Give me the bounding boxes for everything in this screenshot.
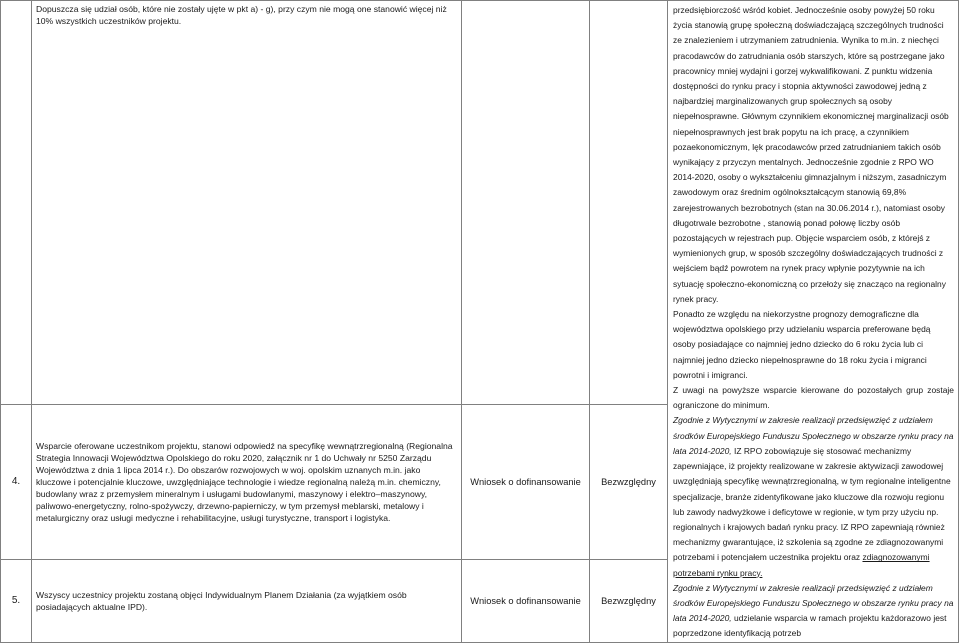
row-number: 4.: [1, 404, 32, 560]
justification-paragraph: przedsiębiorczość wśród kobiet. Jednocześnie osoby powyżej 50 roku życia stanowią grupę społeczną doświadczającą szczególnych trudności ze znalezieniem i utrzymaniem zatrudnienia. Wynika to m.in. z niechęci pracodawców do zatrudniania osób starszych, które są postrzegane jako pracownicy mniej wydajni i gorzej wykwalifikowani. Z punktu widzenia dostępności do rynku pracy i stopnia aktywności zawodowej jedną z najbardziej marginalizowanych grup społecznych są osoby niepełnosprawne. Głównym czynnikiem ekonomicznej marginalizacji osób niepełnosprawnych jest brak popytu na ich pracę, a czynnikiem pozaekonomicznym, lęk pracodawców przed zatrudnianiem takich osób wynikający z przyczyn mentalnych. Jednocześnie zgodnie z RPO WO 2014-2020, osoby o wykształceniu gimnazjalnym i niższym, zasadniczym zawodowym oraz średnim ogólnokształcącym stanowią 69,8% zarejestrowanych bezrobotnych (stan na 30.06.2014 r.), natomiast osoby długotrwale bezrobotne , stanowią ponad połowę liczby osób pozostających w rejestrach pup. Objęcie wsparciem osób, z którejś z wymienionych grup, w sposób szczególny doświadczających trudności z wejściem bądź powrotem na rynek pracy wpłynie pozytywnie na ich sytuację społeczno-ekonomiczną co przełoży się znacząco na regionalny rynek pracy.: [673, 5, 949, 304]
criterion-cell: Dopuszcza się udział osób, które nie zostały ujęte w pkt a) - g), przy czym nie mogą one stanowić więcej niż 10% wszystkich uczestników projektu.: [32, 1, 462, 405]
justification-paragraph: Ponadto ze względu na niekorzystne prognozy demograficzne dla województwa opolskiego przy udzielaniu wsparcia preferowane będą osoby posiadające co najmniej jedno dziecko do 6 roku życia lub ci najmniej jedno dziecko niepełnosprawne do 18 roku życia i migranci powrotni i imigranci.: [673, 309, 931, 380]
justification-paragraph: [673, 581, 954, 642]
italic-text: Zgodnie z Wytycznymi w zakresie realizacji przedsięwzięć z udziałem środków Europejskiego Funduszu Społecznego w obszarze rynku pracy na lata 2014-2020,: [673, 415, 954, 456]
type-cell: [590, 1, 668, 405]
verifier-cell: Wniosek o dofinansowanie: [462, 560, 590, 642]
criterion-cell: Wsparcie oferowane uczestnikom projektu, stanowi odpowiedź na specyfikę wewnątrzregionalną (Regionalna Strategia Innowacji Województwa Opolskiego do roku 2020, załącznik nr 1 do Uchwały nr 5250 Zarządu Województwa z dnia 1 lipca 2014 r.). Do obszarów rozwojowych w woj. opolskim uznanych m.in. jako kluczowe i potencjalnie kluczowe, uwzględniające technologie i wiedze regionalną należą m.in. chemiczny, budowlany wraz z przemysłem mineralnym i usługami budowlanymi, maszynowy i elektro–maszynowy, paliwowo-energetyczny, rolno-spożywczy, drzewno-papierniczy, w tym przemysł meblarski, metalowy i metalurgiczny oraz usługi medyczne i rehabilitacyjne, usługi turystyczne, transport i logistyka.: [32, 404, 462, 560]
italic-text: Zgodnie z Wytycznymi w zakresie realizacji przedsięwzięć z udziałem środków Europejskiego Funduszu Społecznego w obszarze rynku pracy na lata 2014-2020,: [673, 582, 954, 624]
type-cell: Bezwzględny: [590, 560, 668, 642]
table-row: [1, 1, 959, 405]
row-number: 5.: [1, 560, 32, 642]
row-number: [1, 1, 32, 405]
justification-cell: [668, 1, 959, 643]
underlined-text: zdiagnozowanymi potrzebami rynku pracy.: [673, 552, 930, 578]
paragraph-text: udzielanie wsparcia w ramach projektu każdorazowo jest poprzedzone identyfikacją potrzeb: [673, 613, 947, 639]
verifier-cell: Wniosek o dofinansowanie: [462, 404, 590, 560]
justification-paragraph: [673, 413, 954, 580]
type-cell: Bezwzględny: [590, 404, 668, 560]
paragraph-text: IZ RPO zobowiązuje się stosować mechanizmy zapewniające, iż projekty realizowane w zakresie aktywizacji zawodowej uwzględniają specyfikę wewnątrzregionalną, w tym regionalne inteligentne specjalizacje, branże zidentyfikowane jako kluczowe dla rozwoju regionu lub zawody nadwyżkowe i deficytowe w regionie, w tym przy użyciu np. regionalnych i krajowych badań rynku pracy. IZ RPO zapewniają również mechanizmy gwarantujące, iż szkolenia są zgodne ze zdiagnozowanymi potrzebami i potencjałem uczestnika projektu oraz: [673, 445, 951, 563]
justification-paragraph: Z uwagi na powyższe wsparcie kierowane do pozostałych grup zostaje ograniczone do minimum.: [673, 385, 954, 411]
verifier-cell: [462, 1, 590, 405]
criterion-cell: Wszyscy uczestnicy projektu zostaną objęci Indywidualnym Planem Działania (za wyjątkiem osób posiadających aktualne IPD).: [32, 560, 462, 642]
